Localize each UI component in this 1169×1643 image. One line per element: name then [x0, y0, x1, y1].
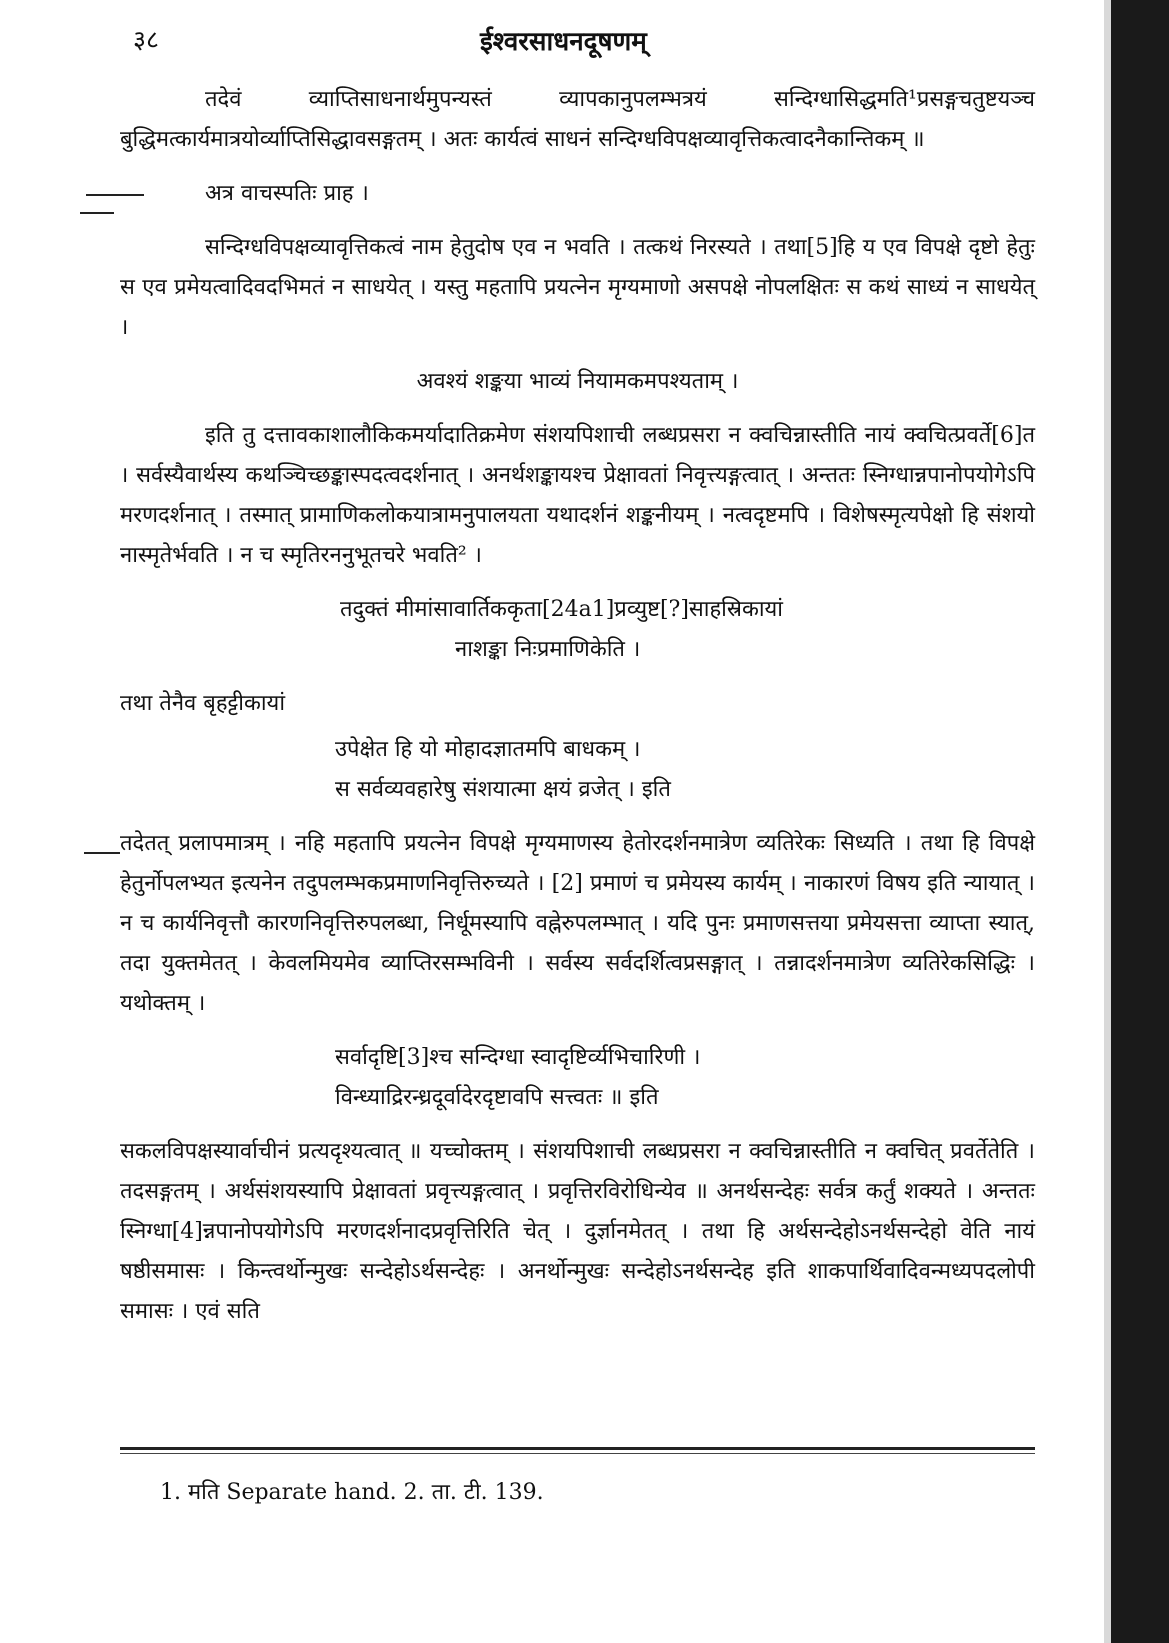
- verse-block: [120, 1038, 1035, 1118]
- margin-mark: [80, 212, 114, 214]
- scanned-page-edge: [1111, 0, 1169, 1643]
- verse-line: उपेक्षेत हि यो मोहादज्ञातमपि बाधकम् ।: [335, 737, 641, 762]
- footnotes: 1. मति Separate hand. 2. ता. टी. 139.: [160, 1480, 544, 1505]
- verse-line: सर्वादृष्टि[3]श्च सन्दिग्धा स्वादृष्टिर्व्यभिचारिणी ।: [335, 1045, 701, 1070]
- page-header: [0, 22, 1080, 62]
- verse-block: [120, 730, 1035, 810]
- margin-mark: [84, 852, 120, 854]
- page-number: ३८: [133, 25, 160, 54]
- paragraph: तदेवं व्याप्तिसाधनार्थमुपन्यस्तं व्यापकानुपलम्भत्रयं सन्दिग्धासिद्धमति¹प्रसङ्गचतुष्टयञ्च बुद्धिमत्कार्यमात्रयोर्व्याप्तिसिद्धावसङ्गतम् । अतः कार्यत्वं साधनं सन्दिग्धविपक्षव्यावृत्तिकत्वादनैकान्तिकम् ॥: [120, 87, 1035, 152]
- footnote-rule: [120, 1453, 1035, 1454]
- verse-line: तदुक्तं मीमांसावार्तिककृता[24a1]प्रव्युष्ट[?]साहस्रिकायां: [340, 597, 784, 622]
- speaker-line: अत्र वाचस्पतिः प्राह ।: [205, 181, 369, 206]
- paragraph: इति तु दत्तावकाशालौकिकमर्यादातिक्रमेण संशयपिशाची लब्धप्रसरा न क्वचिन्नास्तीति नायं क्वचित्प्रवर्ते[6]त । सर्वस्यैवार्थस्य कथञ्चिच्छङ्कास्पदत्वदर्शनात् । अनर्थशङ्कायश्च प्रेक्षावतां निवृत्त्यङ्गत्वात् । अन्ततः स्निग्धान्नपानोपयोगेऽपि मरणदर्शनात् । तस्मात् प्रामाणिकलोकयात्रामनुपालयता यथादर्शनं शङ्कनीयम् । नत्वदृष्टमपि । विशेषस्मृत्यपेक्षो हि संशयो नास्मृतेर्भवति । न च स्मृतिरननुभूतचरे भवति² ।: [120, 423, 1035, 568]
- verse-line: स सर्वव्यवहारेषु संशयात्मा क्षयं व्रजेत् । इति: [335, 777, 671, 802]
- verse-line: विन्ध्याद्रिरन्ध्रदूर्वादेरदृष्टावपि सत्त्वतः ॥ इति: [335, 1085, 659, 1110]
- main-text: [120, 80, 1035, 1346]
- paragraph: तदेतत् प्रलापमात्रम् । नहि महतापि प्रयत्नेन विपक्षे मृग्यमाणस्य हेतोरदर्शनमात्रेण व्यतिरेकः सिध्यति । तथा हि विपक्षे हेतुर्नोपलभ्यत इत्यनेन तदुपलम्भकप्रमाणनिवृत्तिरुच्यते । [2] प्रमाणं च प्रमेयस्य कार्यम् । नाकारणं विषय इति न्यायात् । न च कार्यनिवृत्तौ कारणनिवृत्तिरुपलब्धा, निर्धूमस्यापि वह्नेरुपलम्भात् । यदि पुनः प्रमाणसत्तया प्रमेयसत्ता व्याप्ता स्यात्, तदा युक्तमेतत् । केवलमियमेव व्याप्तिरसम्भविनी । सर्वस्य सर्वदर्शित्वप्रसङ्गात् । तन्नादर्शनमात्रेण व्यतिरेकसिद्धिः । यथोक्तम् ।: [120, 831, 1035, 1016]
- footnote-rule: [120, 1447, 1035, 1450]
- verse-block: [120, 590, 1035, 670]
- introductory-line: तथा तेनैव बृहट्टीकायां: [120, 691, 286, 716]
- running-title: ईश्वरसाधनदूषणम्: [480, 27, 647, 57]
- paragraph: सकलविपक्षस्यार्वाचीनं प्रत्यदृश्यत्वात् ॥ यच्चोक्तम् । संशयपिशाची लब्धप्रसरा न क्वचिन्नास्तीति न क्वचित् प्रवर्तेतेति । तदसङ्गतम् । अर्थसंशयस्यापि प्रेक्षावतां प्रवृत्त्यङ्गत्वात् । प्रवृत्तिरविरोधिन्येव ॥ अनर्थसन्देहः सर्वत्र कर्तुं शक्यते । अन्ततः स्निग्धा[4]न्नपानोपयोगेऽपि मरणदर्शनादप्रवृत्तिरिति चेत् । दुर्ज्ञानमेतत् । तथा हि अर्थसन्देहोऽनर्थसन्देहो वेति नायं षष्ठीसमासः । किन्त्वर्थोन्मुखः सन्देहोऽर्थसन्देहः । अनर्थोन्मुखः सन्देहोऽनर्थसन्देह इति शाकपार्थिवादिवन्मध्यपदलोपी समासः । एवं सति: [120, 1139, 1035, 1324]
- verse-line: नाशङ्का निःप्रमाणिकेति ।: [455, 637, 641, 662]
- quoted-verse: अवश्यं शङ्कया भाव्यं नियामकमपश्यताम् ।: [416, 369, 739, 394]
- paragraph: सन्दिग्धविपक्षव्यावृत्तिकत्वं नाम हेतुदोष एव न भवति । तत्कथं निरस्यते । तथा[5]हि य एव विपक्षे दृष्टो हेतुः स एव प्रमेयत्वादिवदभिमतं न साधयेत् । यस्तु महतापि प्रयत्नेन मृग्यमाणो असपक्षे नोपलक्षितः स कथं साध्यं न साधयेत् ।: [120, 235, 1035, 340]
